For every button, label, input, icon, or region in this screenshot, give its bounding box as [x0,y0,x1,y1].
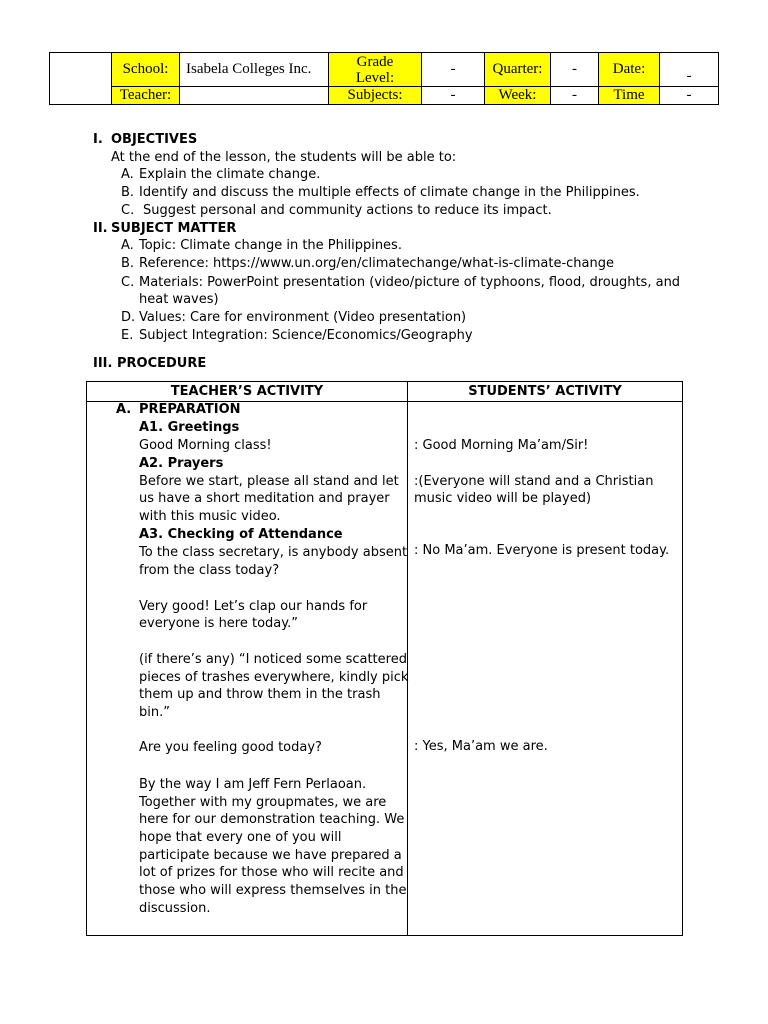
attendance-teacher-5-line-7: those who will express themselves in the [139,883,407,898]
objective-marker-b: B. [121,185,135,200]
attendance-teacher-5-line-8: discussion. [139,901,211,916]
teacher-value [180,87,329,105]
subject-marker-d: D. [121,310,136,325]
subject-integration: Subject Integration: Science/Economics/Geography [139,328,473,343]
attendance-teacher-5-line-2: Together with my groupmates, we are [139,795,387,810]
prayers-teacher-line-3: with this music video. [139,509,281,524]
week-value: - [551,87,599,105]
attendance-teacher-4: Are you feeling good today? [139,740,322,755]
column-divider [407,382,408,935]
subject-topic: Topic: Climate change in the Philippines. [139,238,402,253]
attendance-teacher-1-line-2: from the class today? [139,563,280,578]
objective-b: Identify and discuss the multiple effects of climate change in the Philippines. [139,185,640,200]
date-value: - [660,53,719,87]
quarter-label: Quarter: [485,53,551,87]
week-label: Week: [485,87,551,105]
prayers-student-line-1: :(Everyone will stand and a Christian [414,474,654,489]
greetings-student: : Good Morning Ma’am/Sir! [414,438,589,453]
subject-marker-b: B. [121,256,135,271]
greetings-teacher: Good Morning class! [139,438,272,453]
attendance-student-4: : Yes, Ma’am we are. [414,739,548,754]
subject-materials-cont: heat waves) [139,292,219,307]
subject-materials: Materials: PowerPoint presentation (video/picture of typhoons, flood, droughts, and [139,275,681,290]
attendance-teacher-2-line-1: Very good! Let’s clap our hands for [139,599,368,614]
attendance-teacher-3-line-3: them up and throw them in the trash [139,687,381,702]
time-label: Time [599,87,660,105]
subjects-value: - [422,87,485,105]
subject-marker-c: C. [121,275,135,290]
procedure-table [86,381,683,936]
prayers-teacher-line-2: us have a short meditation and prayer [139,491,390,506]
time-value: - [660,87,719,105]
attendance-teacher-5-line-3: here for our demonstration teaching. We [139,812,405,827]
attendance-teacher-3-line-2: pieces of trashes everywhere, kindly pick [139,670,409,685]
lesson-header-table [49,52,719,105]
subjects-label: Subjects: [329,87,422,105]
objective-marker-c: C. [121,203,135,218]
school-label: School: [112,53,180,87]
grade-level-label: Grade Level: [329,53,422,87]
prayers-heading: A2. Prayers [139,456,224,471]
objective-marker-a: A. [121,167,134,182]
prayers-teacher-line-1: Before we start, please all stand and let [139,474,399,489]
attendance-teacher-5-line-4: hope that every one of you will [139,830,342,845]
greetings-heading: A1. Greetings [139,420,240,435]
attendance-teacher-3-line-4: bin.” [139,705,170,720]
preparation-heading: PREPARATION [139,402,241,417]
date-label: Date: [599,53,660,87]
objective-c: Suggest personal and community actions to reduce its impact. [143,203,552,218]
attendance-heading: A3. Checking of Attendance [139,527,343,542]
quarter-value: - [551,53,599,87]
teacher-label: Teacher: [112,87,180,105]
subject-marker-e: E. [121,328,134,343]
attendance-teacher-2-line-2: everyone is here today.” [139,616,298,631]
subject-marker-a: A. [121,238,134,253]
subject-matter-heading: SUBJECT MATTER [111,221,237,236]
subject-reference: Reference: https://www.un.org/en/climatechange/what-is-climate-change [139,256,614,271]
attendance-teacher-5-line-5: participate because we have prepared a [139,848,402,863]
objective-a: Explain the climate change. [139,167,321,182]
attendance-student-1: : No Ma’am. Everyone is present today. [414,543,670,558]
objectives-intro: At the end of the lesson, the students will be able to: [111,150,457,165]
procedure-heading: III. PROCEDURE [93,356,207,371]
grade-level-value: - [422,53,485,87]
subject-values: Values: Care for environment (Video presentation) [139,310,467,325]
subject-matter-heading-number: II. [93,221,108,236]
teacher-activity-header: TEACHER’S ACTIVITY [170,384,324,399]
school-value: Isabela Colleges Inc. [180,53,329,87]
prayers-student-line-2: music video will be played) [414,491,592,506]
blank-cell [50,53,112,105]
attendance-teacher-5-line-1: By the way I am Jeff Fern Perlaoan. [139,777,367,792]
objectives-heading: OBJECTIVES [111,132,198,147]
attendance-teacher-3-line-1: (if there’s any) “I noticed some scattered [139,652,407,667]
preparation-marker: A. [116,402,132,417]
attendance-teacher-1-line-1: To the class secretary, is anybody absent [139,545,408,560]
attendance-teacher-5-line-6: lot of prizes for those who will recite and [139,865,404,880]
objectives-heading-number: I. [93,132,103,147]
students-activity-header: STUDENTS’ ACTIVITY [468,384,622,399]
